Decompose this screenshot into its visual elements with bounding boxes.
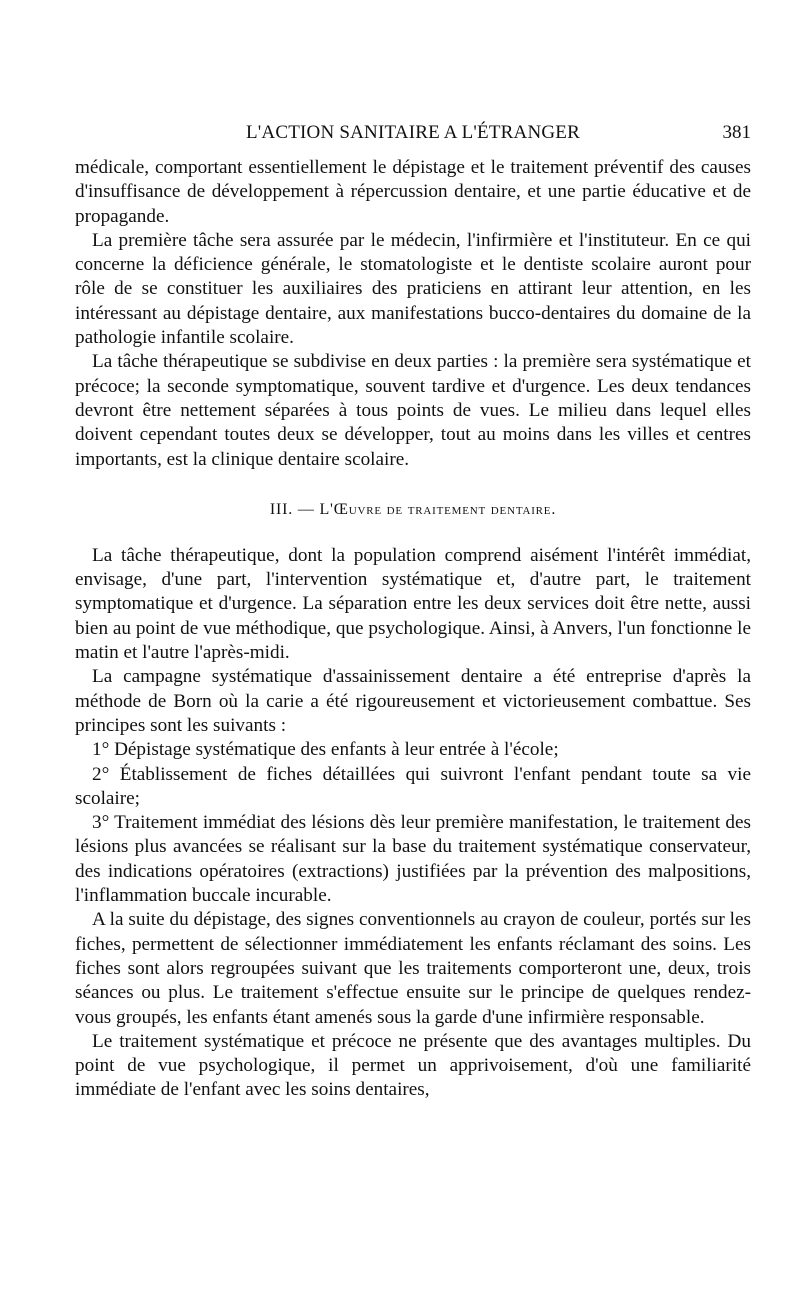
paragraph: La campagne systématique d'assainissement dentaire a été entreprise d'après la méthode de Born où la carie a été rigoureusement et victorieusement combattue. Ses principes sont les suivants : [75,666,751,736]
page-number: 381 [722,122,751,143]
paragraph: A la suite du dépistage, des signes conventionnels au crayon de couleur, portés sur les fiches, permettent de sélectionner immédiatement les enfants réclamant des soins. Les fiches sont alors regroupées suivant que les traitements comporteront une, deux, trois séances ou plus. Le traitement s'effectue ensuite sur le principe de quelques rendez-vous groupés, les enfants étant amenés sous la garde d'une infirmière responsable. [75,909,751,1028]
running-head [75,122,751,156]
list-item-1: 1° Dépistage systématique des enfants à leur entrée à l'école; [92,739,559,761]
section-number: III. — [269,500,320,518]
body-text [75,156,751,1103]
section-title: L'Œuvre de traitement dentaire. [319,500,557,518]
section-heading [75,498,751,522]
running-title: L'ACTION SANITAIRE A L'ÉTRANGER [246,122,580,143]
list-item-2: 2° Établissement de fiches détaillées qui suivront l'enfant pendant toute sa vie scolaire; [75,763,751,809]
paragraph: La tâche thérapeutique, dont la population comprend aisément l'intérêt immédiat, envisage, d'une part, l'intervention systématique et, d'autre part, le traitement symptomatique et d'urgence. La séparation entre les deux services doit être nette, aussi bien au point de vue méthodique, que psychologique. Ainsi, à Anvers, l'un fonctionne le matin et l'autre l'après-midi. [75,544,751,664]
list-item-3: 3° Traitement immédiat des lésions dès leur première manifestation, le traitement des lésions plus avancées se réalisant sur la base du traitement systématique conservateur, des indications opératoires (extractions) justifiées par la prévention des malpositions, l'inflammation buccale incurable. [75,812,751,907]
paragraph: La première tâche sera assurée par le médecin, l'infirmière et l'instituteur. En ce qui concerne la déficience générale, le stomatologiste et le dentiste scolaire auront pour rôle de se constituer les auxiliaires des praticiens en attirant leur attention, en les intéressant au dépistage dentaire, aux manifestations bucco-dentaires du domaine de la pathologie infantile scolaire. [75,229,751,349]
book-page [75,122,751,1103]
paragraph: La tâche thérapeutique se subdivise en deux parties : la première sera systématique et précoce; la seconde symptomatique, souvent tardive et d'urgence. Les deux tendances devront être nettement séparées à tous points de vues. Le milieu dans lequel elles doivent cependant toutes deux se développer, tout au moins dans les villes et centres importants, est la clinique dentaire scolaire. [75,351,751,470]
paragraph: Le traitement systématique et précoce ne présente que des avantages multiples. Du point de vue psychologique, il permet un apprivoisement, d'où une familiarité immédiate de l'enfant avec les soins dentaires, [75,1030,751,1101]
paragraph: médicale, comportant essentiellement le dépistage et le traitement préventif des causes d'insuffisance de développement à répercussion dentaire, et une partie éducative et de propagande. [75,157,751,227]
